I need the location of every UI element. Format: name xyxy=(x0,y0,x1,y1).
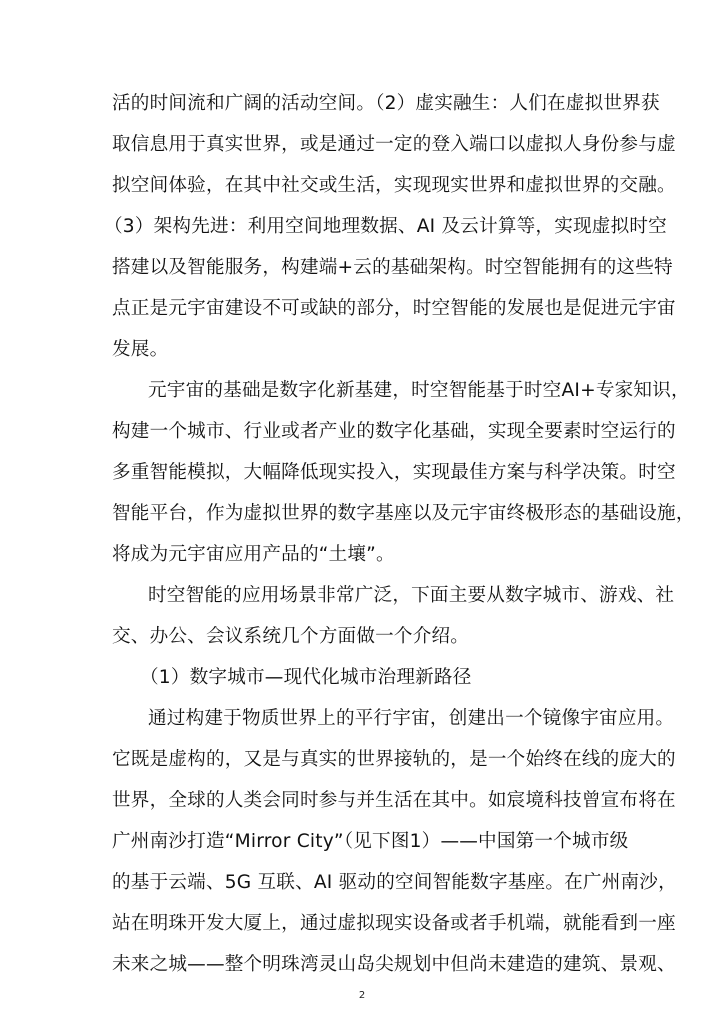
text-line: 搭建以及智能服务，构建端+云的基础架构。时空智能拥有的这些特 xyxy=(112,257,673,278)
text-line: 站在明珠开发大厦上，通过虚拟现实设备或者手机端，就能看到一座 xyxy=(112,913,676,934)
text-line: 点正是元宇宙建设不可或缺的部分，时空智能的发展也是促进元宇宙 xyxy=(112,298,676,319)
text-line: 世界，全球的人类会同时参与并生活在其中。如宸境科技曾宣布将在 xyxy=(112,790,676,811)
text-line: 它既是虚构的，又是与真实的世界接轨的，是一个始终在线的庞大的 xyxy=(112,749,676,770)
text-line: 广州南沙打造“Mirror City”（见下图1）——中国第一个城市级 xyxy=(112,831,629,852)
text-line: （3）架构先进：利用空间地理数据、AI 及云计算等，实现虚拟时空 xyxy=(104,216,667,237)
text-line: 多重智能模拟，大幅降低现实投入，实现最佳方案与科学决策。时空 xyxy=(112,462,676,483)
text-line: 取信息用于真实世界，或是通过一定的登入端口以虚拟人身份参与虚 xyxy=(112,134,676,155)
paragraph-first-line: 通过构建于物质世界上的平行宇宙，创建出一个镜像宇宙应用。 xyxy=(148,708,675,729)
text-line: 将成为元宇宙应用产品的“土壤”。 xyxy=(112,544,395,565)
text-line: 发展。 xyxy=(112,339,169,360)
text-line: 的基于云端、5G 互联、AI 驱动的空间智能数字基座。在广州南沙， xyxy=(112,872,677,893)
page-number: 2 xyxy=(358,990,366,1001)
text-line: 活的时间流和广阔的活动空间。（2）虚实融生：人们在虚拟世界获 xyxy=(112,93,660,114)
text-line: 拟空间体验，在其中社交或生活，实现现实世界和虚拟世界的交融。 xyxy=(112,175,676,196)
text-line: 构建一个城市、行业或者产业的数字化基础，实现全要素时空运行的 xyxy=(112,421,676,442)
paragraph-first-line: 时空智能的应用场景非常广泛，下面主要从数字城市、游戏、社 xyxy=(148,585,675,606)
text-line: 交、办公、会议系统几个方面做一个介绍。 xyxy=(112,626,470,647)
text-line: 未来之城——整个明珠湾灵山岛尖规划中但尚未建造的建筑、景观、 xyxy=(112,954,676,975)
text-line: 智能平台，作为虚拟世界的数字基座以及元宇宙终极形态的基础设施， xyxy=(112,503,695,524)
section-heading: （1）数字城市—现代化城市治理新路径 xyxy=(140,667,472,688)
paragraph-first-line: 元宇宙的基础是数字化新基建，时空智能基于时空AI+专家知识， xyxy=(148,380,690,401)
